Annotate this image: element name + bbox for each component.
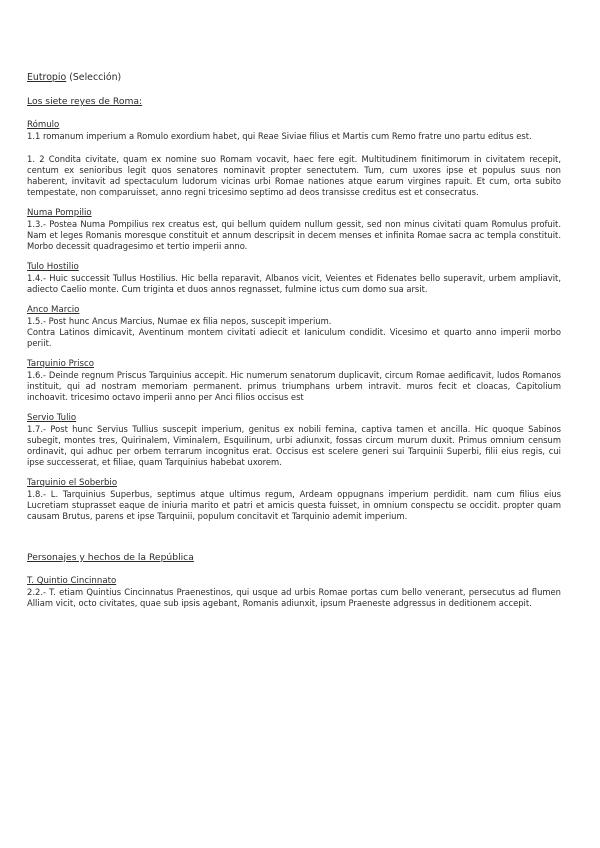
title-main: Eutropio <box>27 72 67 83</box>
paragraph: 1.5.- Post hunc Ancus Marcius, Numae ex filia nepos, suscepit imperium. <box>27 316 332 326</box>
paragraph: 2.2.- T. etiam Quintius Cincinnatus Praenestinos, qui usque ad urbis Romae portas cum bello venerant, persecutus ad flumen Alliam vicit, octo civitates, quae sub ipsis agebant, Romanis adiunxit, ipsum Praeneste adgressus in deditionem accepit. <box>27 587 561 608</box>
entry-heading-tulo: Tulo Hostilio <box>27 262 79 272</box>
paragraph: 1. 2 Condita civitate, quam ex nomine suo Romam vocavit, haec fere egit. Multitudinem finitimorum in civitatem recepit, centum ex senioribus legit quos senatores nominavit propter senectutem. Tum, cum uxores ipse et populus suus non haberent, invitavit ad spectaculum ludorum vicinas urbi Romae nationes atque earum virgines rapuit. Et cum, orta subito tempestate, non comparuisset, anno regni tricesimo septimo ad deos transisse creditus est et consecratus. <box>27 154 561 197</box>
entry-heading-anco: Anco Marcio <box>27 305 80 315</box>
paragraph: 1.4.- Huic successit Tullus Hostilius. Hic bella reparavit, Albanos vicit, Veientes et Fidenates bello superavit, urbem ampliavit, adiecto Caelio monte. Cum triginta et duos annos regnasset, fulmine ictus cum domo sua arsit. <box>27 273 561 294</box>
entry-numa <box>27 208 561 252</box>
entry-heading-tarquinio-prisco: Tarquinio Prisco <box>27 359 94 369</box>
entry-heading-numa: Numa Pompilio <box>27 208 92 218</box>
section-heading-republica: Personajes y hechos de la República <box>27 552 194 563</box>
entry-tulo <box>27 262 561 295</box>
entry-anco <box>27 305 561 349</box>
paragraph: 1.3.- Postea Numa Pompilius rex creatus est, qui bellum quidem nullum gessit, sed non minus civitati quam Romulus profuit. Nam et leges Romanis moresque constituit et annum descripsit in decem menses et infinita Romae sacra ac templa constituit. Morbo decessit quadragesimo et tertio imperii anno. <box>27 219 561 251</box>
entry-romulo <box>27 120 561 198</box>
paragraph: Contra Latinos dimicavit, Aventinum montem civitati adiecit et Ianiculum condidit. Vicesimo et quarto anno imperii morbo periit. <box>27 327 561 348</box>
paragraph: 1.8.- L. Tarquinius Superbus, septimus atque ultimus regum, Ardeam oppugnans imperium perdidit. nam cum filius eius Lucretiam stuprasset eaque de iniuria marito et patri et amicis questa fuisset, in omnium conspectu se occidit. propter quam causam Brutus, parens et ipse Tarquinii, populum concitavit et Tarquinio ademit imperium. <box>27 489 561 521</box>
entry-servio <box>27 413 561 468</box>
entry-heading-tarquinio-soberbio: Tarquinio el Soberbio <box>27 478 118 488</box>
entry-cincinato <box>27 576 561 609</box>
entry-tarquinio-prisco <box>27 359 561 403</box>
entry-heading-cincinato: T. Quintio Cincinnato <box>27 576 117 586</box>
section-heading-reyes: Los siete reyes de Roma: <box>27 96 143 107</box>
spacer <box>27 532 561 552</box>
paragraph: 1.1 romanum imperium a Romulo exordium habet, qui Reae Siviae filius et Martis cum Remo fratre uno partu editus est. <box>27 131 532 141</box>
entry-heading-romulo: Rómulo <box>27 120 60 130</box>
paragraph: 1.7.- Post hunc Servius Tullius suscepit imperium, genitus ex nobili femina, captiva tamen et ancilla. Hic quoque Sabinos subegit, montes tres, Quirinalem, Viminalem, Esquilinum, urbi adiunxit, fossas circum murum duxit. Primus omnium censum ordinavit, qui adhuc per orbem terrarum incognitus erat. Occisus est scelere generi sui Tarquinii Superbi, filii eius regis, cui ipse successerat, et filiae, quam Tarquinius habebat uxorem. <box>27 424 561 467</box>
document-title <box>27 72 561 84</box>
title-sub: (Selección) <box>66 72 122 83</box>
entry-heading-servio: Servio Tulio <box>27 413 77 423</box>
spacer <box>27 142 561 154</box>
paragraph: 1.6.- Deinde regnum Priscus Tarquinius accepit. Hic numerum senatorum duplicavit, circum Romae aedificavit, ludos Romanos instituit, qui ad nostram memoriam permanent. primus triumphans urbem intravit. muros fecit et cloacas, Capitolium inchoavit. tricesimo octavo imperii anno per Anci filios occisus est <box>27 370 561 402</box>
entry-tarquinio-soberbio <box>27 478 561 522</box>
